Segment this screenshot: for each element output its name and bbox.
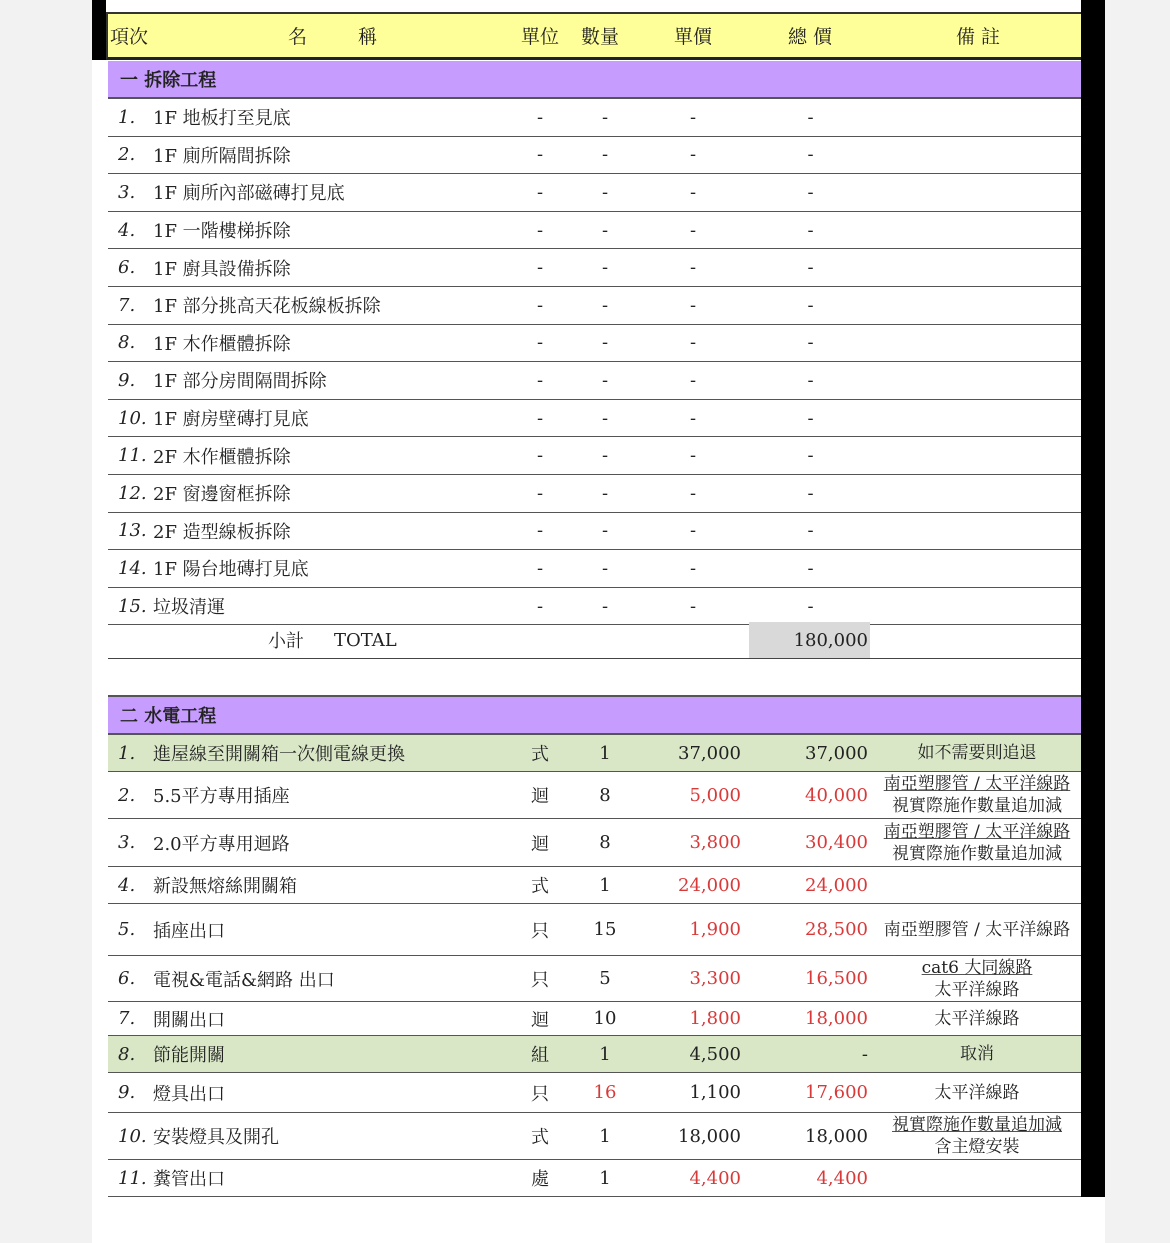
item-number: 7.: [118, 294, 136, 316]
item-number: 11.: [118, 1167, 147, 1189]
total-cell: 16,500: [805, 968, 868, 989]
total-cell: 40,000: [805, 784, 868, 806]
price-cell: 3,800: [689, 832, 741, 853]
qty-cell: -: [601, 595, 609, 617]
total-cell: 28,500: [805, 919, 868, 940]
item-name: 節能開關: [153, 1045, 225, 1066]
item-name: 5.5平方專用插座: [153, 786, 290, 807]
price-cell: -: [689, 181, 697, 203]
item-number: 5.: [118, 919, 136, 940]
unit-cell: -: [536, 106, 544, 128]
total-cell: 17,600: [805, 1082, 868, 1103]
table-row: [108, 287, 1081, 325]
item-name: 開關出口: [153, 1009, 225, 1031]
item-name: 新設無熔絲開關箱: [153, 876, 297, 897]
price-cell: -: [689, 332, 697, 354]
item-name: 2F 造型線板拆除: [153, 521, 291, 543]
item-name: 垃圾清運: [153, 597, 225, 619]
total-cell: 37,000: [805, 742, 868, 764]
unit-cell: -: [536, 369, 544, 391]
qty-cell: -: [601, 482, 609, 504]
price-cell: -: [689, 407, 697, 429]
unit-cell: -: [536, 520, 544, 542]
subtotal-value: 180,000: [749, 622, 870, 658]
item-number: 6.: [118, 968, 136, 989]
item-number: 1.: [118, 106, 136, 128]
blank-row: [108, 659, 1081, 697]
unit-cell: 式: [531, 744, 549, 765]
table-row: [108, 475, 1081, 513]
unit-cell: 只: [531, 1083, 549, 1105]
note-cell: [873, 904, 1081, 955]
unit-cell: -: [536, 482, 544, 504]
item-number: 4.: [118, 874, 136, 896]
price-cell: -: [689, 257, 697, 279]
note-line: 南亞塑膠管 / 太平洋線路: [883, 919, 1071, 940]
qty-cell: 1: [599, 1043, 611, 1065]
subtotal-label: 小計: [268, 631, 304, 652]
unit-cell: 迴: [531, 833, 549, 855]
item-name: 1F 部分房間隔間拆除: [153, 371, 327, 393]
table-row: [108, 1036, 1081, 1073]
item-name: 1F 部分挑高天花板線板拆除: [153, 296, 381, 318]
item-number: 12.: [118, 482, 147, 504]
item-number: 10.: [118, 407, 147, 429]
qty-cell: 5: [599, 968, 611, 989]
item-number: 8.: [118, 332, 136, 354]
price-cell: -: [689, 144, 697, 166]
table-row: [108, 325, 1081, 363]
total-cell: -: [807, 557, 814, 579]
item-name: 插座出口: [153, 920, 225, 942]
qty-cell: -: [601, 407, 609, 429]
unit-cell: 處: [531, 1169, 549, 1190]
right-border-bar: [1081, 0, 1105, 1197]
item-number: 6.: [118, 257, 136, 279]
qty-cell: -: [601, 144, 609, 166]
unit-cell: -: [536, 407, 544, 429]
unit-cell: 只: [531, 920, 549, 942]
header-note: 備 註: [956, 26, 1001, 48]
price-cell: 1,100: [689, 1082, 741, 1103]
qty-cell: 8: [599, 832, 611, 853]
price-cell: 1,900: [689, 919, 741, 940]
price-cell: -: [689, 520, 697, 542]
table-row: [108, 956, 1081, 1002]
item-name: 1F 廁所內部磁磚打見底: [153, 183, 345, 205]
note-cell: [873, 956, 1081, 1001]
note-line: 如不需要則追退: [917, 743, 1037, 763]
total-cell: -: [807, 144, 814, 166]
total-cell: -: [807, 407, 814, 429]
item-number: 15.: [118, 595, 147, 617]
note-line: 視實際施作數量追加減: [892, 796, 1062, 816]
subtotal-row: [108, 622, 1081, 659]
unit-cell: 迴: [531, 1009, 549, 1031]
unit-cell: 組: [531, 1045, 549, 1066]
price-cell: 24,000: [678, 874, 741, 896]
item-number: 1.: [118, 742, 136, 764]
price-cell: 5,000: [689, 784, 741, 806]
qty-cell: -: [601, 257, 609, 279]
item-name: 1F 一階樓梯拆除: [153, 221, 291, 243]
table-row: [108, 513, 1081, 551]
qty-cell: 10: [593, 1008, 617, 1029]
note-cell: [873, 1073, 1081, 1112]
table-row: [108, 819, 1081, 867]
item-name: 2F 窗邊窗框拆除: [153, 484, 291, 506]
note-cell: [873, 772, 1081, 818]
total-cell: 4,400: [816, 1167, 868, 1189]
unit-cell: -: [536, 445, 544, 467]
table-row: [108, 99, 1081, 137]
item-number: 4.: [118, 219, 136, 241]
total-cell: -: [807, 369, 814, 391]
price-cell: -: [689, 445, 697, 467]
item-name: 電視&電話&網路 出口: [153, 969, 335, 991]
header-total: 總 價: [788, 26, 833, 48]
table-row: [108, 550, 1081, 588]
total-cell: -: [807, 595, 814, 617]
table-row: [108, 1073, 1081, 1113]
qty-cell: -: [601, 219, 609, 241]
unit-cell: 只: [531, 969, 549, 991]
item-number: 3.: [118, 832, 136, 853]
note-line: 含主燈安裝: [934, 1137, 1020, 1157]
price-cell: 4,500: [689, 1043, 741, 1065]
total-cell: -: [807, 445, 814, 467]
total-cell: -: [807, 482, 814, 504]
price-cell: -: [689, 369, 697, 391]
price-cell: -: [689, 294, 697, 316]
note-line: 太平洋線路: [934, 979, 1020, 1000]
item-number: 2.: [118, 784, 136, 806]
unit-cell: -: [536, 332, 544, 354]
total-cell: -: [807, 106, 814, 128]
qty-cell: -: [601, 332, 609, 354]
qty-cell: 1: [599, 1167, 611, 1189]
note-cell: [873, 867, 1081, 903]
note-line: 太平洋線路: [934, 1082, 1020, 1103]
header-unit: 單位: [521, 26, 560, 48]
item-number: 13.: [118, 520, 147, 542]
qty-cell: 1: [599, 1125, 611, 1147]
item-number: 2.: [118, 144, 136, 166]
price-cell: 18,000: [678, 1125, 741, 1147]
unit-cell: -: [536, 294, 544, 316]
item-name: 1F 廁所隔間拆除: [153, 145, 291, 167]
subtotal-label-en: TOTAL: [334, 629, 397, 651]
section-title-electrical: [108, 697, 1081, 735]
price-cell: -: [689, 219, 697, 241]
price-cell: -: [689, 595, 697, 617]
unit-cell: 式: [531, 876, 549, 897]
qty-cell: -: [601, 520, 609, 542]
table-row: [108, 772, 1081, 819]
note-line: 太平洋線路: [934, 1008, 1020, 1029]
item-number: 9.: [118, 369, 136, 391]
table-row: [108, 362, 1081, 400]
price-cell: 37,000: [678, 742, 741, 764]
note-line: 南亞塑膠管 / 太平洋線路: [883, 774, 1071, 794]
table-row: [108, 437, 1081, 475]
qty-cell: 15: [593, 919, 617, 940]
note-cell: [873, 1036, 1081, 1072]
table-row: [108, 400, 1081, 438]
table-row: [108, 1113, 1081, 1160]
total-cell: -: [807, 257, 814, 279]
table-row: [108, 1002, 1081, 1036]
top-edge: [92, 0, 1081, 12]
unit-cell: -: [536, 257, 544, 279]
item-name: 1F 陽台地磚打見底: [153, 559, 309, 581]
unit-cell: -: [536, 181, 544, 203]
price-cell: -: [689, 557, 697, 579]
item-number: 10.: [118, 1125, 147, 1147]
qty-cell: 1: [599, 742, 611, 764]
note-cell: [873, 1113, 1081, 1159]
total-cell: -: [807, 294, 814, 316]
note-line: 視實際施作數量追加減: [892, 843, 1062, 864]
table-row: [108, 1160, 1081, 1197]
item-number: 8.: [118, 1043, 136, 1065]
qty-cell: -: [601, 445, 609, 467]
qty-cell: -: [601, 294, 609, 316]
unit-cell: -: [536, 219, 544, 241]
section-title-demolition: [108, 61, 1081, 99]
left-border-bar: [92, 0, 106, 60]
table-row: [108, 735, 1081, 772]
item-name: 1F 木作櫃體拆除: [153, 333, 291, 355]
note-cell: [873, 735, 1081, 771]
total-cell: -: [807, 332, 814, 354]
total-cell: 18,000: [805, 1008, 868, 1029]
header-qty: 數量: [581, 26, 620, 48]
item-number: 9.: [118, 1082, 136, 1103]
total-cell: 24,000: [805, 874, 868, 896]
item-number: 14.: [118, 557, 147, 579]
qty-cell: 16: [593, 1082, 617, 1103]
price-cell: -: [689, 482, 697, 504]
qty-cell: -: [601, 557, 609, 579]
item-name: 進屋線至開關箱一次側電線更換: [153, 744, 405, 765]
note-cell: [873, 1160, 1081, 1196]
item-number: 11.: [118, 445, 147, 467]
total-cell: -: [807, 219, 814, 241]
total-cell: -: [807, 520, 814, 542]
table-row: [108, 137, 1081, 175]
item-name: 安裝燈具及開孔: [153, 1127, 279, 1148]
note-line: 取消: [960, 1044, 994, 1064]
item-name: 1F 地板打至見底: [153, 108, 291, 130]
note-cell: [873, 819, 1081, 866]
table-row: [108, 588, 1081, 626]
header-item: 項次: [110, 26, 149, 48]
item-number: 3.: [118, 181, 136, 203]
unit-cell: -: [536, 144, 544, 166]
qty-cell: -: [601, 181, 609, 203]
unit-cell: 迴: [531, 786, 549, 807]
unit-cell: -: [536, 557, 544, 579]
note-line: cat6 大同線路: [921, 957, 1033, 978]
unit-cell: -: [536, 595, 544, 617]
table-header: [106, 12, 1081, 60]
item-number: 7.: [118, 1008, 136, 1029]
note-cell: [873, 1002, 1081, 1035]
table-row: [108, 212, 1081, 250]
item-name: 燈具出口: [153, 1083, 225, 1105]
total-cell: 30,400: [805, 832, 868, 853]
section-title: 二 水電工程: [120, 706, 217, 727]
total-cell: -: [861, 1043, 868, 1065]
qty-cell: -: [601, 369, 609, 391]
header-price: 單價: [674, 26, 713, 48]
total-cell: 18,000: [805, 1125, 868, 1147]
item-name: 2F 木作櫃體拆除: [153, 446, 291, 468]
item-name: 1F 廚房壁磚打見底: [153, 409, 309, 431]
table-row: [108, 904, 1081, 956]
note-line: 視實際施作數量追加減: [892, 1115, 1062, 1135]
table-row: [108, 867, 1081, 904]
note-line: 南亞塑膠管 / 太平洋線路: [883, 821, 1071, 842]
unit-cell: 式: [531, 1127, 549, 1148]
header-name-right: 稱: [358, 26, 378, 48]
table-row: [108, 249, 1081, 287]
item-name: 糞管出口: [153, 1169, 225, 1190]
table-row: [108, 174, 1081, 212]
qty-cell: 1: [599, 874, 611, 896]
price-cell: 3,300: [689, 968, 741, 989]
total-cell: -: [807, 181, 814, 203]
qty-cell: 8: [599, 784, 611, 806]
header-name-left: 名: [288, 26, 308, 48]
price-cell: -: [689, 106, 697, 128]
qty-cell: -: [601, 106, 609, 128]
price-cell: 4,400: [689, 1167, 741, 1189]
section-title: 一 拆除工程: [120, 70, 217, 91]
price-cell: 1,800: [689, 1008, 741, 1029]
item-name: 2.0平方專用迴路: [153, 833, 290, 855]
item-name: 1F 廚具設備拆除: [153, 258, 291, 280]
